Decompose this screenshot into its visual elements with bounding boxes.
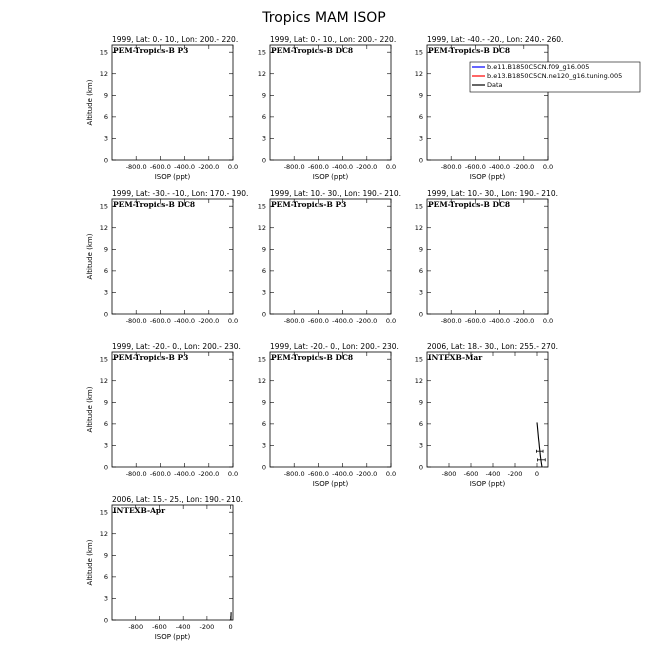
chart-panel-9 — [415, 342, 558, 488]
y-tick-label: 15 — [257, 355, 266, 364]
y-tick-label: 9 — [103, 398, 108, 407]
x-tick-label: -400.0 — [332, 317, 354, 325]
x-tick-label: -800.0 — [440, 317, 462, 325]
x-tick-label: -600.0 — [464, 163, 486, 171]
y-tick-label: 15 — [99, 508, 108, 517]
y-tick-label: 12 — [257, 224, 266, 233]
y-tick-label: 12 — [414, 377, 423, 386]
y-tick-label: 15 — [99, 48, 108, 57]
legend-entry: Data — [487, 81, 503, 89]
x-axis-label: ISOP (ppt) — [154, 633, 191, 641]
y-axis-label: Altitude (km) — [86, 386, 94, 433]
x-tick-label: 0.0 — [227, 163, 239, 171]
chart-panel-3 — [415, 35, 564, 181]
x-tick-label: -400.0 — [332, 470, 354, 478]
y-tick-label: 3 — [103, 594, 108, 603]
campaign-label: PEM-Tropics-B P3 — [113, 353, 189, 362]
y-tick-label: 9 — [261, 245, 266, 254]
y-tick-label: 6 — [418, 420, 423, 429]
y-tick-label: 6 — [103, 420, 108, 429]
plot-frame — [427, 352, 548, 467]
chart-panel-4 — [86, 189, 248, 325]
legend-entry: b.e13.B1850C5CN.ne120_g16.tuning.005 — [487, 72, 623, 80]
y-tick-label: 3 — [418, 441, 423, 450]
chart-panel-2 — [258, 35, 397, 181]
x-tick-label: 0.0 — [542, 317, 554, 325]
y-tick-label: 0 — [418, 310, 423, 319]
y-tick-label: 3 — [103, 288, 108, 297]
y-tick-label: 3 — [261, 441, 266, 450]
x-tick-label: 0.0 — [227, 470, 239, 478]
x-tick-label: -800.0 — [283, 317, 305, 325]
x-tick-label: -200 — [199, 623, 215, 631]
x-tick-label: 0 — [534, 470, 540, 478]
y-tick-label: 9 — [418, 245, 423, 254]
campaign-label: INTEXB-Mar — [428, 353, 483, 362]
x-tick-label: 0.0 — [542, 163, 554, 171]
campaign-label: PEM-Tropics-B DC8 — [428, 46, 511, 55]
campaign-label: PEM-Tropics-B P3 — [113, 46, 189, 55]
x-tick-label: -600.0 — [464, 317, 486, 325]
y-tick-label: 0 — [261, 156, 266, 165]
y-tick-label: 0 — [418, 463, 423, 472]
y-tick-label: 6 — [261, 420, 266, 429]
y-axis-label: Altitude (km) — [86, 79, 94, 126]
x-tick-label: -200.0 — [356, 317, 378, 325]
y-tick-label: 6 — [418, 267, 423, 276]
plot-frame — [270, 199, 391, 314]
legend-entry: b.e11.B1850C5CN.f09_g16.005 — [487, 63, 590, 71]
y-tick-label: 6 — [103, 113, 108, 122]
y-tick-label: 15 — [414, 48, 423, 57]
campaign-label: PEM-Tropics-B DC8 — [428, 200, 511, 209]
y-tick-label: 6 — [103, 267, 108, 276]
y-tick-label: 15 — [414, 202, 423, 211]
campaign-label: PEM-Tropics-B DC8 — [113, 200, 196, 209]
campaign-label: PEM-Tropics-B DC8 — [271, 46, 354, 55]
y-tick-label: 9 — [418, 398, 423, 407]
y-tick-label: 12 — [257, 377, 266, 386]
panel-title: 2006, Lat: 18.- 30., Lon: 255.- 270. — [427, 342, 558, 351]
x-tick-label: -200.0 — [198, 470, 220, 478]
figure-title: Tropics MAM ISOP — [262, 10, 386, 26]
panel-title: 1999, Lat: -30.- -10., Lon: 170.- 190. — [112, 189, 249, 198]
y-tick-label: 12 — [99, 224, 108, 233]
panels — [86, 35, 563, 641]
x-tick-label: -600.0 — [307, 163, 329, 171]
x-tick-label: -800 — [128, 623, 144, 631]
x-tick-label: 0.0 — [385, 470, 397, 478]
y-tick-label: 0 — [103, 156, 108, 165]
x-tick-label: -200.0 — [513, 163, 535, 171]
chart-panel-8 — [258, 342, 399, 488]
y-tick-label: 0 — [103, 616, 108, 625]
x-axis-label: ISOP (ppt) — [154, 173, 191, 181]
x-tick-label: -600.0 — [149, 470, 171, 478]
x-tick-label: -800.0 — [440, 163, 462, 171]
y-tick-label: 3 — [418, 134, 423, 143]
campaign-label: INTEXB-Apr — [113, 506, 166, 515]
x-tick-label: -200.0 — [198, 163, 220, 171]
x-tick-label: -400.0 — [489, 163, 511, 171]
x-tick-label: -600.0 — [149, 317, 171, 325]
chart-panel-6 — [415, 189, 558, 325]
y-tick-label: 0 — [103, 463, 108, 472]
y-axis-label: Altitude (km) — [86, 233, 94, 280]
panel-title: 1999, Lat: 10.- 30., Lon: 190.- 210. — [270, 189, 401, 198]
y-tick-label: 3 — [103, 441, 108, 450]
y-tick-label: 15 — [414, 355, 423, 364]
x-tick-label: -600 — [152, 623, 167, 631]
plot-frame — [112, 505, 233, 620]
x-tick-label: -600 — [463, 470, 479, 478]
x-tick-label: -200.0 — [198, 317, 220, 325]
y-tick-label: 15 — [99, 355, 108, 364]
x-tick-label: -200.0 — [513, 317, 535, 325]
x-tick-label: -600.0 — [149, 163, 171, 171]
x-tick-label: -400.0 — [174, 163, 196, 171]
chart-panel-5 — [258, 189, 401, 325]
x-tick-label: -400 — [485, 470, 501, 478]
y-tick-label: 15 — [99, 202, 108, 211]
y-tick-label: 3 — [261, 288, 266, 297]
x-tick-label: -400.0 — [174, 317, 196, 325]
x-tick-label: 0 — [228, 623, 233, 631]
y-tick-label: 6 — [261, 113, 266, 122]
y-tick-label: 9 — [261, 91, 266, 100]
y-tick-label: 6 — [103, 573, 108, 582]
panel-title: 1999, Lat: 0.- 10., Lon: 200.- 220. — [270, 35, 397, 44]
y-tick-label: 15 — [257, 202, 266, 211]
y-tick-label: 9 — [261, 398, 266, 407]
chart-panel-1 — [86, 35, 238, 181]
y-tick-label: 12 — [414, 70, 423, 79]
x-tick-label: 0.0 — [385, 163, 397, 171]
panel-title: 1999, Lat: 0.- 10., Lon: 200.- 220. — [112, 35, 239, 44]
y-tick-label: 9 — [103, 551, 108, 560]
campaign-label: PEM-Tropics-B DC8 — [271, 353, 354, 362]
y-tick-label: 0 — [418, 156, 423, 165]
x-tick-label: -800.0 — [283, 470, 305, 478]
y-tick-label: 3 — [261, 134, 266, 143]
panel-title: 1999, Lat: -20.- 0., Lon: 200.- 230. — [112, 342, 241, 351]
plot-frame — [112, 352, 233, 467]
x-tick-label: -600.0 — [307, 470, 329, 478]
y-tick-label: 3 — [418, 288, 423, 297]
x-tick-label: -800 — [441, 470, 457, 478]
y-tick-label: 12 — [257, 70, 266, 79]
plot-frame — [112, 45, 233, 160]
chart-panel-10 — [86, 495, 243, 641]
y-tick-label: 9 — [418, 91, 423, 100]
x-tick-label: -400.0 — [489, 317, 511, 325]
y-tick-label: 3 — [103, 134, 108, 143]
x-axis-label: ISOP (ppt) — [469, 480, 506, 488]
y-tick-label: 6 — [418, 113, 423, 122]
y-tick-label: 12 — [99, 530, 108, 539]
panel-title: 1999, Lat: -20.- 0., Lon: 200.- 230. — [270, 342, 399, 351]
chart-panel-7 — [86, 342, 241, 478]
x-tick-label: -200.0 — [356, 163, 378, 171]
y-axis-label: Altitude (km) — [86, 539, 94, 586]
x-tick-label: -800.0 — [125, 317, 147, 325]
y-tick-label: 12 — [99, 377, 108, 386]
x-tick-label: -400.0 — [332, 163, 354, 171]
x-tick-label: -800.0 — [125, 470, 147, 478]
plot-frame — [112, 199, 233, 314]
panel-title: 1999, Lat: -40.- -20., Lon: 240.- 260. — [427, 35, 564, 44]
x-tick-label: -400 — [175, 623, 191, 631]
plot-frame — [427, 199, 548, 314]
y-tick-label: 9 — [103, 245, 108, 254]
campaign-label: PEM-Tropics-B P3 — [271, 200, 347, 209]
x-tick-label: -800.0 — [125, 163, 147, 171]
panel-title: 2006, Lat: 15.- 25., Lon: 190.- 210. — [112, 495, 243, 504]
plot-frame — [270, 352, 391, 467]
y-tick-label: 12 — [99, 70, 108, 79]
legend — [470, 62, 640, 92]
x-tick-label: -400.0 — [174, 470, 196, 478]
y-tick-label: 0 — [103, 310, 108, 319]
plot-frame — [270, 45, 391, 160]
y-tick-label: 9 — [103, 91, 108, 100]
y-tick-label: 12 — [414, 224, 423, 233]
y-tick-label: 15 — [257, 48, 266, 57]
x-axis-label: ISOP (ppt) — [469, 173, 506, 181]
x-tick-label: 0.0 — [227, 317, 239, 325]
x-tick-label: -800.0 — [283, 163, 305, 171]
y-tick-label: 6 — [261, 267, 266, 276]
x-tick-label: 0.0 — [385, 317, 397, 325]
y-tick-label: 0 — [261, 310, 266, 319]
panel-title: 1999, Lat: 10.- 30., Lon: 190.- 210. — [427, 189, 558, 198]
x-tick-label: -600.0 — [307, 317, 329, 325]
x-tick-label: -200 — [507, 470, 523, 478]
x-axis-label: ISOP (ppt) — [312, 480, 349, 488]
x-axis-label: ISOP (ppt) — [312, 173, 349, 181]
x-tick-label: -200.0 — [356, 470, 378, 478]
y-tick-label: 0 — [261, 463, 266, 472]
